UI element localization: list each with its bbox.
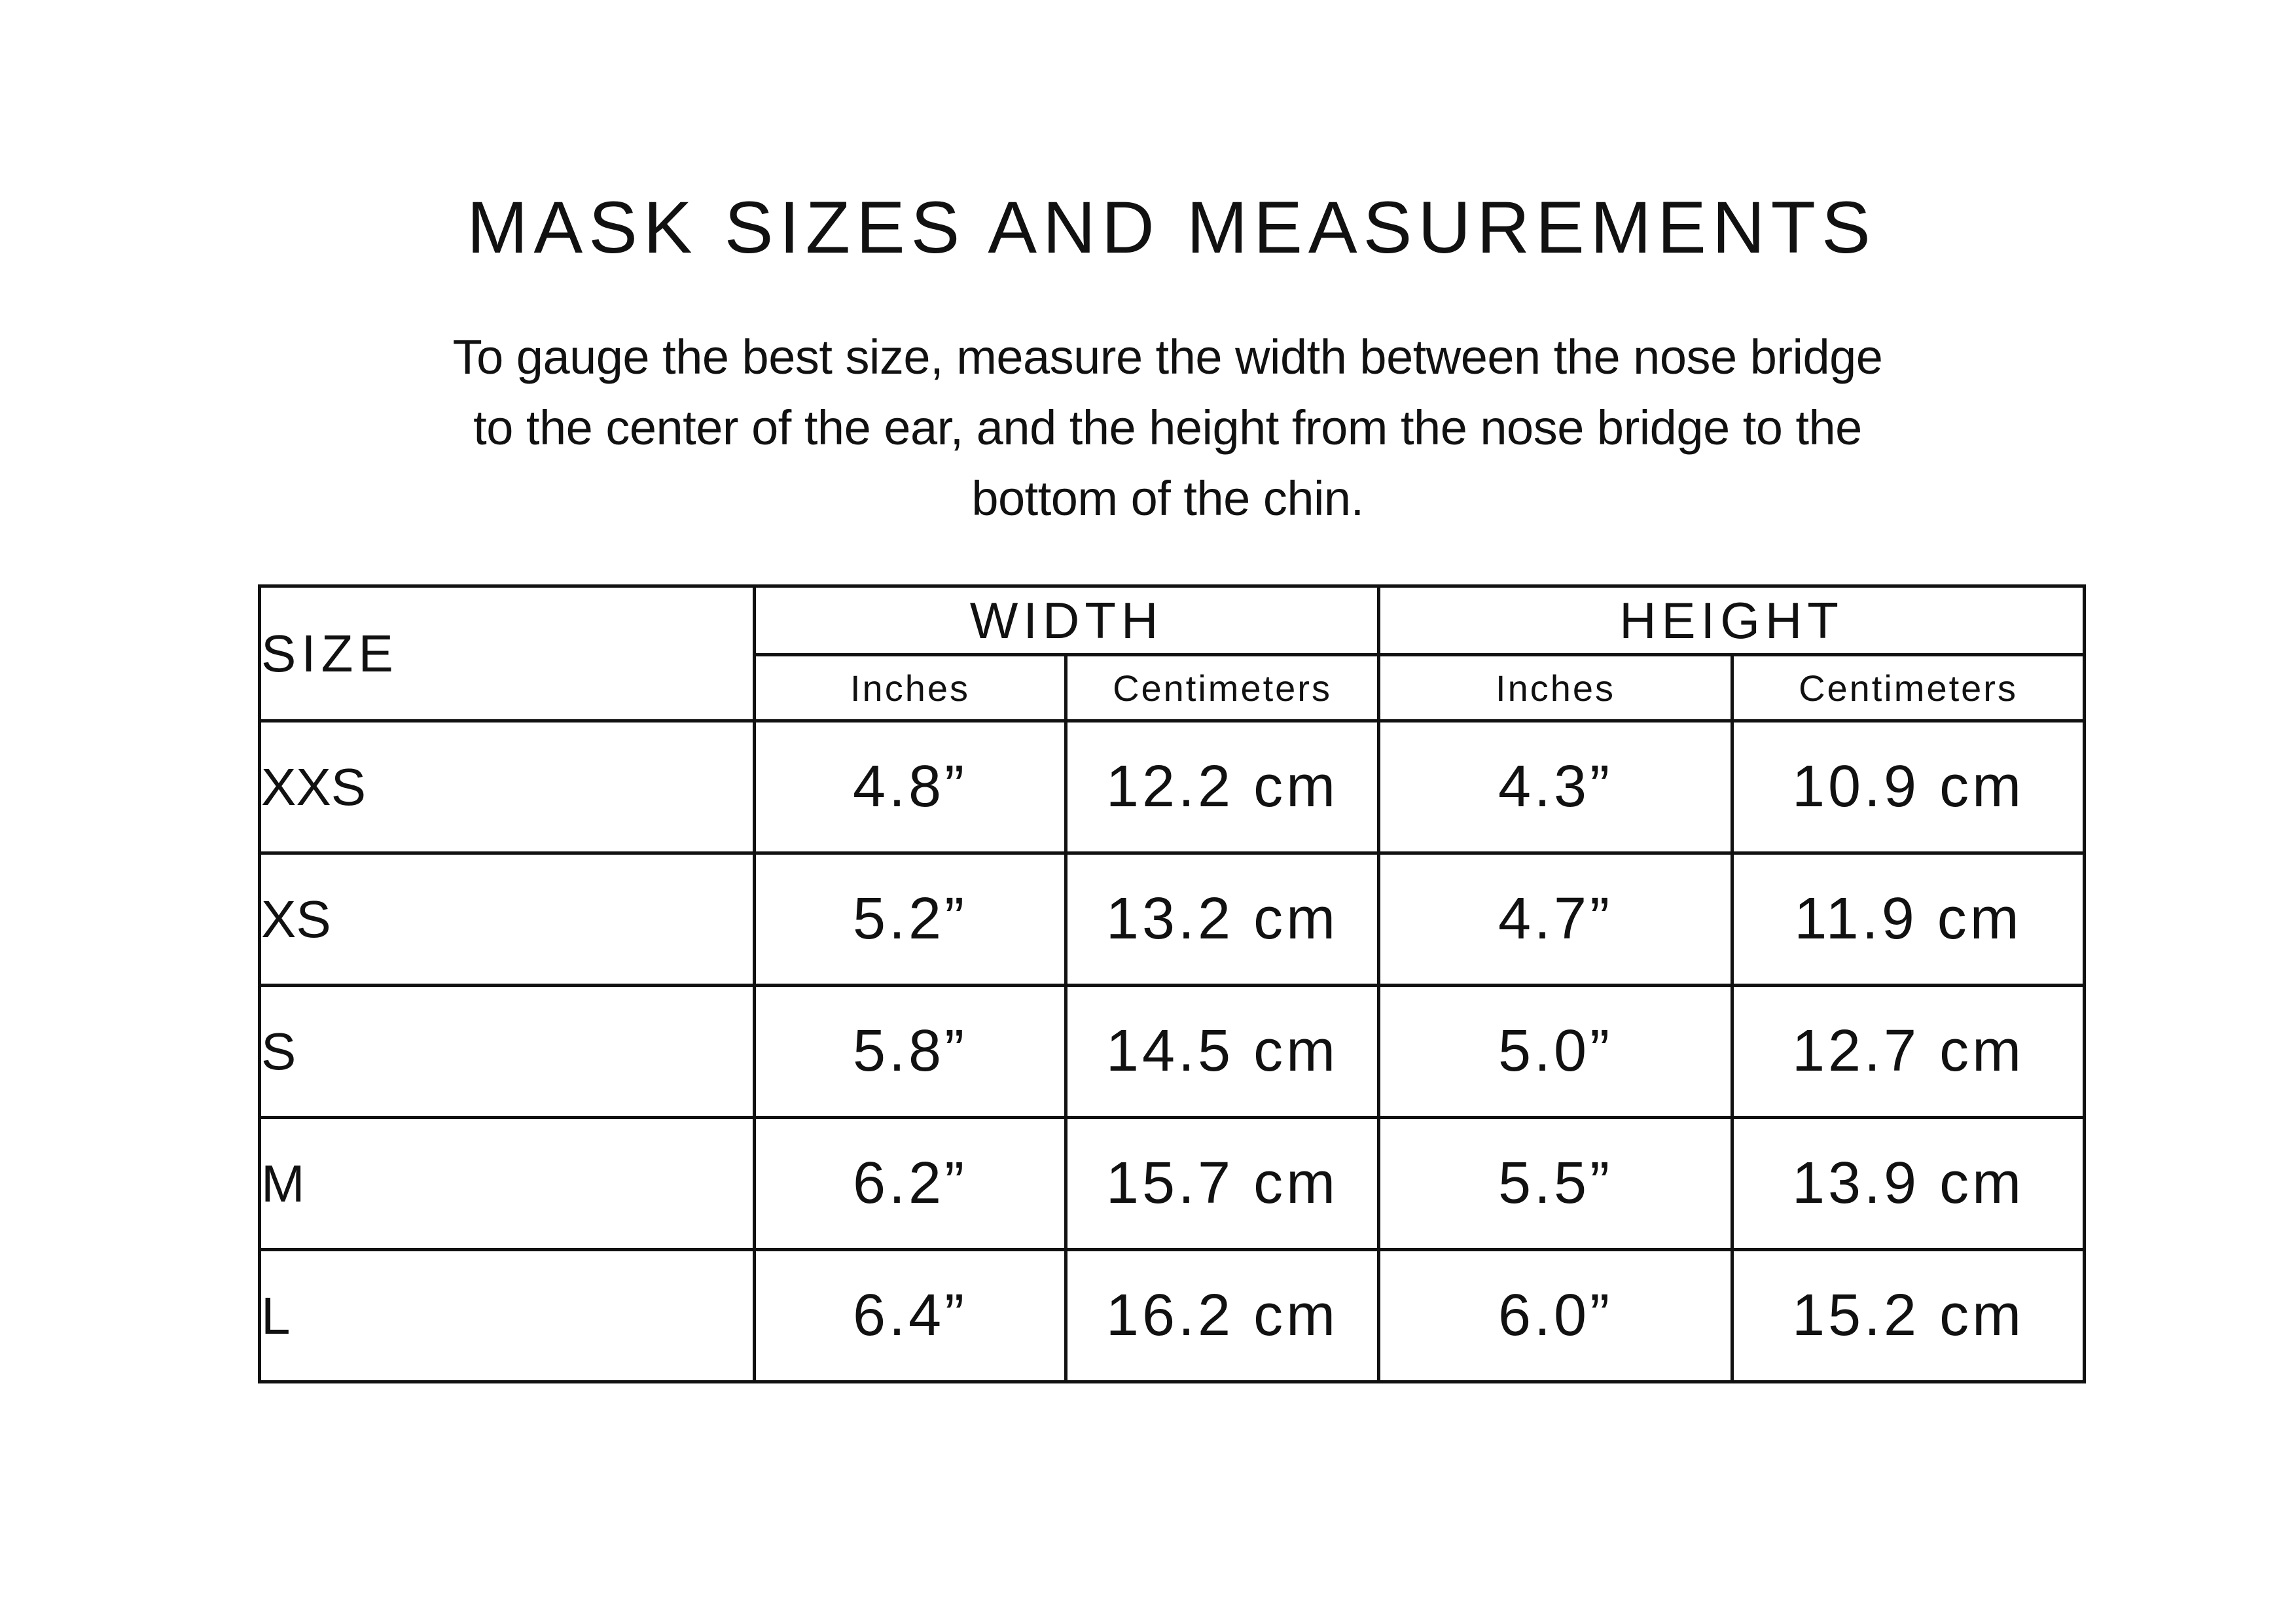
- size-chart-table: [258, 584, 2086, 1383]
- page-title: MASK SIZES AND MEASUREMENTS: [467, 187, 1876, 268]
- width-inches-cell: 5.8”: [755, 986, 1066, 1118]
- width-cm-cell: 14.5 cm: [1066, 986, 1379, 1118]
- height-cm-cell: 11.9 cm: [1732, 853, 2085, 986]
- height-inches-cell: 5.0”: [1379, 986, 1732, 1118]
- table-row: [260, 721, 2085, 853]
- width-inches-header: Inches: [755, 655, 1066, 721]
- table-row: [260, 986, 2085, 1118]
- size-cell: XS: [260, 853, 755, 986]
- intro-line: to the center of the ear, and the height from the nose bridge to the: [473, 401, 1862, 455]
- width-inches-cell: 4.8”: [755, 721, 1066, 853]
- height-inches-cell: 6.0”: [1379, 1250, 1732, 1382]
- table-row: [260, 1118, 2085, 1250]
- width-inches-cell: 6.2”: [755, 1118, 1066, 1250]
- height-group-header: HEIGHT: [1379, 586, 2085, 655]
- width-cm-cell: 13.2 cm: [1066, 853, 1379, 986]
- intro-paragraph: [382, 322, 1953, 534]
- height-inches-header: Inches: [1379, 655, 1732, 721]
- height-inches-cell: 4.7”: [1379, 853, 1732, 986]
- height-cm-cell: 10.9 cm: [1732, 721, 2085, 853]
- height-cm-cell: 13.9 cm: [1732, 1118, 2085, 1250]
- height-inches-cell: 4.3”: [1379, 721, 1732, 853]
- intro-line: To gauge the best size, measure the width between the nose bridge: [452, 330, 1883, 384]
- width-cm-cell: 16.2 cm: [1066, 1250, 1379, 1382]
- table-header-row: [260, 586, 2085, 655]
- height-inches-cell: 5.5”: [1379, 1118, 1732, 1250]
- table-row: [260, 853, 2085, 986]
- height-centimeters-header: Centimeters: [1732, 655, 2085, 721]
- table-row: [260, 1250, 2085, 1382]
- intro-line: bottom of the chin.: [971, 471, 1364, 526]
- width-cm-cell: 15.7 cm: [1066, 1118, 1379, 1250]
- size-cell: XXS: [260, 721, 755, 853]
- width-inches-cell: 5.2”: [755, 853, 1066, 986]
- height-cm-cell: 12.7 cm: [1732, 986, 2085, 1118]
- size-cell: S: [260, 986, 755, 1118]
- size-column-header: SIZE: [260, 586, 755, 721]
- height-cm-cell: 15.2 cm: [1732, 1250, 2085, 1382]
- size-cell: M: [260, 1118, 755, 1250]
- width-group-header: WIDTH: [755, 586, 1379, 655]
- width-cm-cell: 12.2 cm: [1066, 721, 1379, 853]
- width-inches-cell: 6.4”: [755, 1250, 1066, 1382]
- width-centimeters-header: Centimeters: [1066, 655, 1379, 721]
- size-cell: L: [260, 1250, 755, 1382]
